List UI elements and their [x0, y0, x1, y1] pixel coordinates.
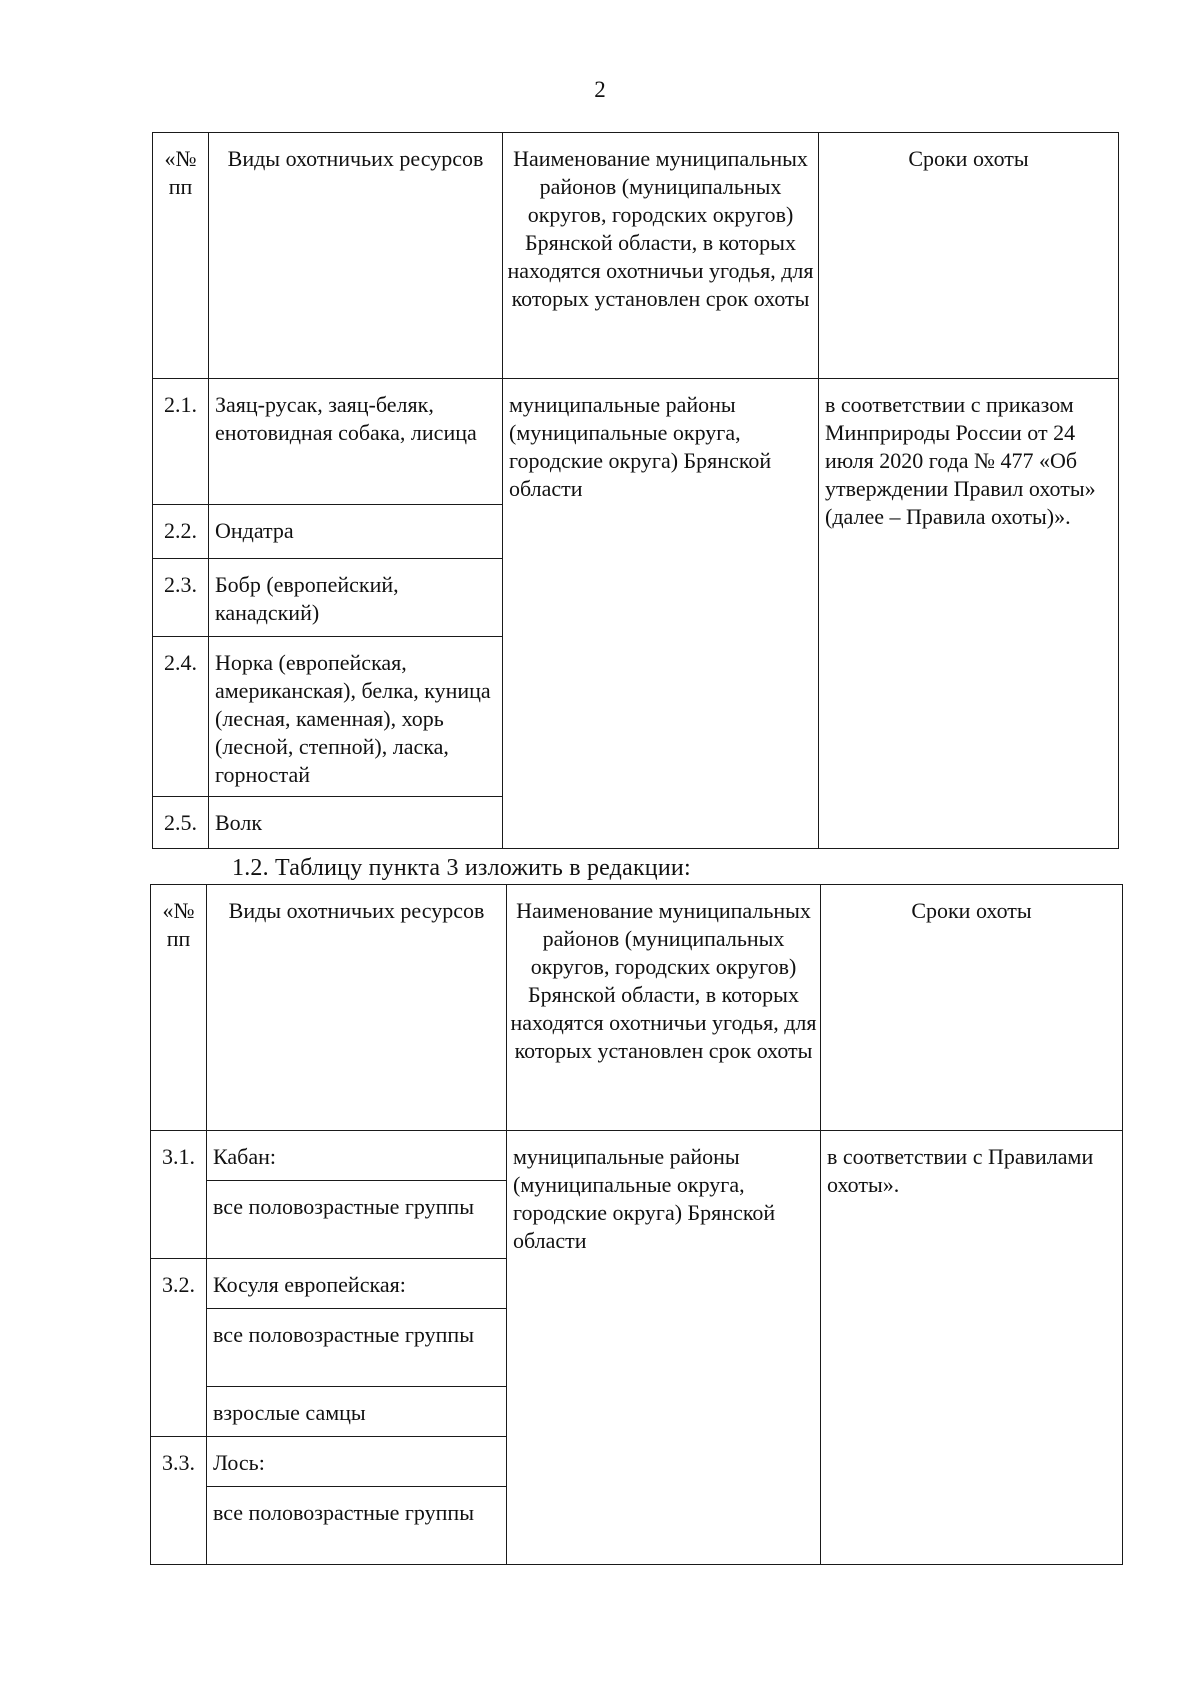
districts-cell: муниципальные районы (муниципальные округа, городские округа) Брянской области	[507, 1131, 821, 1565]
row-number: 2.2.	[153, 505, 209, 559]
row-number: 2.1.	[153, 379, 209, 505]
header-periods: Сроки охоты	[819, 133, 1119, 379]
header-num: «№ пп	[151, 885, 207, 1131]
subgroup: взрослые самцы	[207, 1387, 507, 1437]
table-header-row	[153, 133, 1119, 379]
row-number: 3.1.	[151, 1131, 207, 1259]
group-title: Лось:	[207, 1437, 507, 1487]
header-resources: Виды охотничьих ресурсов	[209, 133, 503, 379]
table-row	[153, 379, 1119, 505]
header-num: «№ пп	[153, 133, 209, 379]
subgroup: все половозрастные группы	[207, 1181, 507, 1259]
row-resource: Заяц-русак, заяц-беляк, енотовидная собака, лисица	[209, 379, 503, 505]
header-districts: Наименование муниципальных районов (муниципальных округов, городских округов) Брянской области, в которых находятся охотничьи угодья, для которых установлен срок охоты	[507, 885, 821, 1131]
row-resource: Волк	[209, 797, 503, 849]
table-row	[151, 1131, 1123, 1181]
row-resource: Норка (европейская, американская), белка, куница (лесная, каменная), хорь (лесной, степной), ласка, горностай	[209, 637, 503, 797]
row-resource: Бобр (европейский, канадский)	[209, 559, 503, 637]
row-number: 3.3.	[151, 1437, 207, 1565]
row-resource: Ондатра	[209, 505, 503, 559]
header-districts: Наименование муниципальных районов (муниципальных округов, городских округов) Брянской области, в которых находятся охотничьи угодья, для которых установлен срок охоты	[503, 133, 819, 379]
subgroup: все половозрастные группы	[207, 1309, 507, 1387]
group-title: Кабан:	[207, 1131, 507, 1181]
districts-cell: муниципальные районы (муниципальные округа, городские округа) Брянской области	[503, 379, 819, 849]
row-number: 2.4.	[153, 637, 209, 797]
hunting-periods-table-3	[150, 884, 1123, 1565]
group-title: Косуля европейская:	[207, 1259, 507, 1309]
section-heading: 1.2. Таблицу пункта 3 изложить в редакции:	[232, 855, 691, 881]
page-number: 2	[594, 77, 606, 102]
subgroup: все половозрастные группы	[207, 1487, 507, 1565]
header-periods: Сроки охоты	[821, 885, 1123, 1131]
row-number: 3.2.	[151, 1259, 207, 1437]
row-number: 2.5.	[153, 797, 209, 849]
periods-cell: в соответствии с приказом Минприроды России от 24 июля 2020 года № 477 «Об утверждении Правил охоты» (далее – Правила охоты)».	[819, 379, 1119, 849]
periods-cell: в соответствии с Правилами охоты».	[821, 1131, 1123, 1565]
hunting-periods-table-2	[152, 132, 1119, 849]
table-header-row	[151, 885, 1123, 1131]
row-number: 2.3.	[153, 559, 209, 637]
header-resources: Виды охотничьих ресурсов	[207, 885, 507, 1131]
